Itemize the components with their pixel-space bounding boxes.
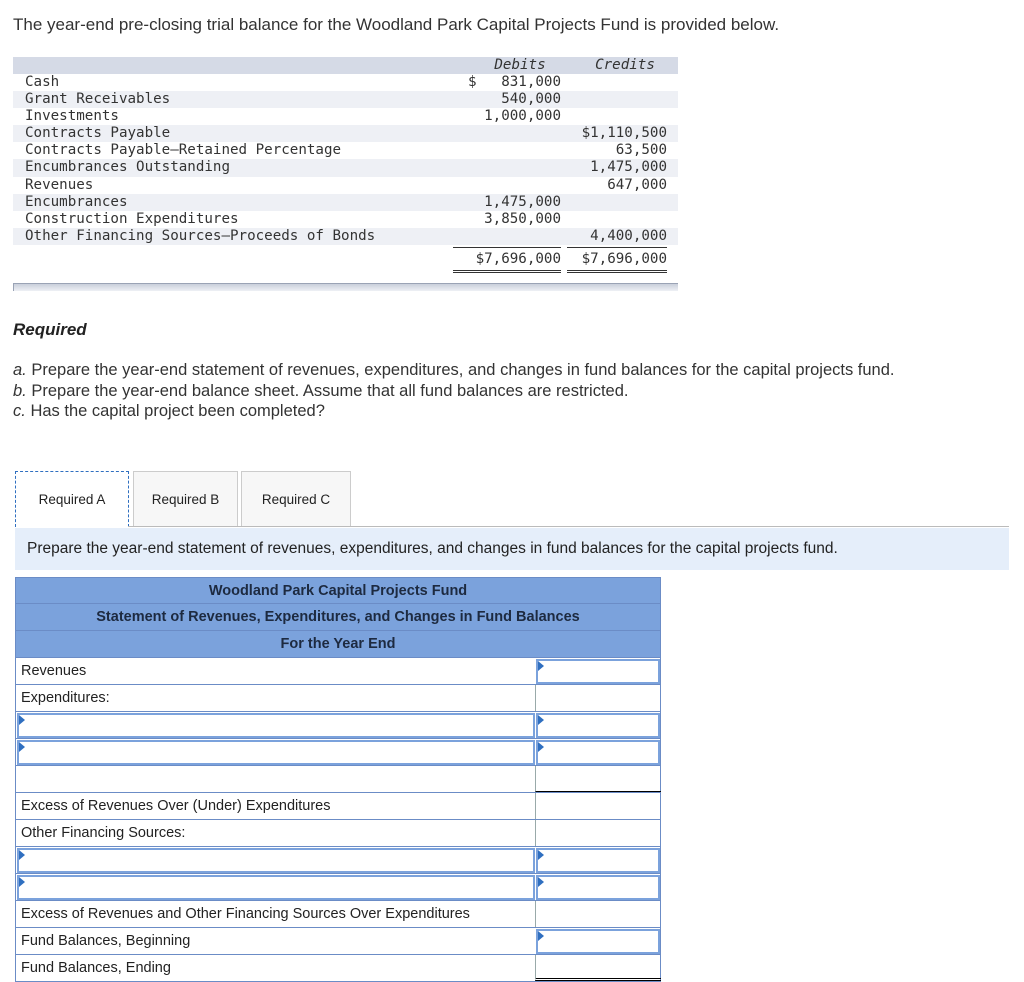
credit-amount: 1,475,000: [590, 159, 667, 176]
credit-amount: 647,000: [607, 176, 667, 193]
expenditure-line-1: [15, 712, 661, 739]
account-name: Other Financing Sources—Proceeds of Bonds: [25, 227, 376, 244]
trial-balance: [13, 57, 678, 271]
dropdown-marker-icon: [538, 715, 544, 725]
expenditures-label: Expenditures:: [21, 690, 110, 706]
excess-rev-exp-row: [15, 793, 661, 820]
statement-title-3: For the Year End: [15, 631, 661, 658]
ofs-1-amount-input[interactable]: [536, 848, 660, 873]
instruction-banner: Prepare the year-end statement of revenues, expenditures, and changes in fund balances for the capital projects fund.: [15, 528, 1009, 570]
expenditure-line-2: [15, 739, 661, 766]
required-item-a: a. Prepare the year-end statement of revenues, expenditures, and changes in fund balances for the capital projects fund.: [13, 361, 895, 379]
account-name: Revenues: [25, 176, 94, 193]
account-name: Contracts Payable—Retained Percentage: [25, 142, 342, 159]
credit-amount: 63,500: [615, 142, 667, 159]
credits-header: Credits: [595, 57, 655, 73]
dropdown-marker-icon: [538, 661, 544, 671]
excess-rev-exp-label: Excess of Revenues Over (Under) Expenditures: [21, 798, 331, 814]
debit-amount: 1,475,000: [484, 193, 561, 210]
excess-rev-ofs-row: [15, 901, 661, 928]
trial-balance-row: [13, 74, 678, 91]
dollar-sign: $: [468, 74, 477, 90]
dropdown-marker-icon: [538, 742, 544, 752]
trial-balance-row: [13, 125, 678, 142]
tab-required-b[interactable]: Required B: [133, 471, 238, 527]
account-name: Construction Expenditures: [25, 210, 239, 227]
account-name: Encumbrances: [25, 193, 128, 210]
account-name: Cash: [25, 74, 60, 90]
trial-balance-row: [13, 228, 678, 245]
tab-required-c[interactable]: Required C: [241, 471, 351, 527]
dropdown-marker-icon: [19, 742, 25, 752]
total-debits: $7,696,000: [453, 247, 561, 273]
tab-divider: [128, 526, 1009, 527]
dropdown-marker-icon: [19, 850, 25, 860]
required-list: [13, 360, 894, 422]
debit-amount: 1,000,000: [484, 108, 561, 125]
debits-header: Debits: [494, 57, 546, 73]
fb-ending-row: [15, 955, 661, 982]
fb-beginning-row: [15, 928, 661, 955]
required-heading: Required: [13, 320, 87, 339]
fb-ending-cell: [535, 955, 661, 981]
expenditures-row: [15, 685, 661, 712]
trial-balance-totals: [13, 245, 678, 271]
dropdown-marker-icon: [19, 877, 25, 887]
dropdown-marker-icon: [538, 931, 544, 941]
trial-balance-row: [13, 91, 678, 108]
tab-required-a[interactable]: Required A: [15, 471, 129, 527]
excess-rev-ofs-label: Excess of Revenues and Other Financing Sources Over Expenditures: [21, 906, 470, 922]
other-financing-row: [15, 820, 661, 847]
trial-balance-header: [13, 57, 678, 74]
other-financing-line-1: [15, 847, 661, 874]
other-financing-label: Other Financing Sources:: [21, 825, 186, 841]
credit-amount: $1,110,500: [581, 125, 667, 142]
expenditure-1-amount-input[interactable]: [536, 713, 660, 738]
account-name: Contracts Payable: [25, 125, 171, 142]
fb-ending-label: Fund Balances, Ending: [21, 960, 171, 976]
intro-text: The year-end pre-closing trial balance for the Woodland Park Capital Projects Fund is provided below.: [13, 15, 780, 34]
dropdown-marker-icon: [19, 715, 25, 725]
ofs-2-amount-input[interactable]: [536, 875, 660, 900]
statement-title-1: Woodland Park Capital Projects Fund: [15, 577, 661, 604]
revenues-label: Revenues: [21, 663, 87, 679]
statement-table: [15, 577, 661, 982]
trial-balance-row: [13, 159, 678, 176]
dropdown-marker-icon: [538, 850, 544, 860]
debit-amount: 831,000: [501, 74, 561, 90]
credit-amount: 4,400,000: [590, 227, 667, 244]
other-financing-line-2: [15, 874, 661, 901]
expenditure-1-label-input[interactable]: [17, 713, 535, 738]
expenditure-total-row: [15, 766, 661, 793]
dropdown-marker-icon: [538, 877, 544, 887]
trial-balance-row: [13, 194, 678, 211]
expenditure-total-cell: [535, 766, 661, 792]
trial-balance-row: [13, 142, 678, 159]
trial-balance-row: [13, 211, 678, 228]
total-credits: $7,696,000: [567, 247, 667, 273]
account-name: Grant Receivables: [25, 91, 171, 108]
fb-beginning-label: Fund Balances, Beginning: [21, 933, 191, 949]
required-item-c: c. Has the capital project been completed?: [13, 402, 325, 420]
account-name: Encumbrances Outstanding: [25, 159, 230, 176]
ofs-2-label-input[interactable]: [17, 875, 535, 900]
ofs-1-label-input[interactable]: [17, 848, 535, 873]
revenues-row: [15, 658, 661, 685]
expenditure-2-amount-input[interactable]: [536, 740, 660, 765]
required-item-b: b. Prepare the year-end balance sheet. Assume that all fund balances are restricted.: [13, 381, 629, 400]
revenues-amount-input[interactable]: [536, 659, 660, 684]
trial-balance-row: [13, 108, 678, 125]
statement-title-2: Statement of Revenues, Expenditures, and Changes in Fund Balances: [15, 604, 661, 631]
expenditure-2-label-input[interactable]: [17, 740, 535, 765]
debit-amount: 540,000: [501, 91, 561, 108]
trial-balance-scrollbar[interactable]: [13, 283, 678, 291]
trial-balance-row: [13, 177, 678, 194]
debit-amount: 3,850,000: [484, 210, 561, 227]
account-name: Investments: [25, 108, 119, 125]
fb-beginning-amount-input[interactable]: [536, 929, 660, 954]
